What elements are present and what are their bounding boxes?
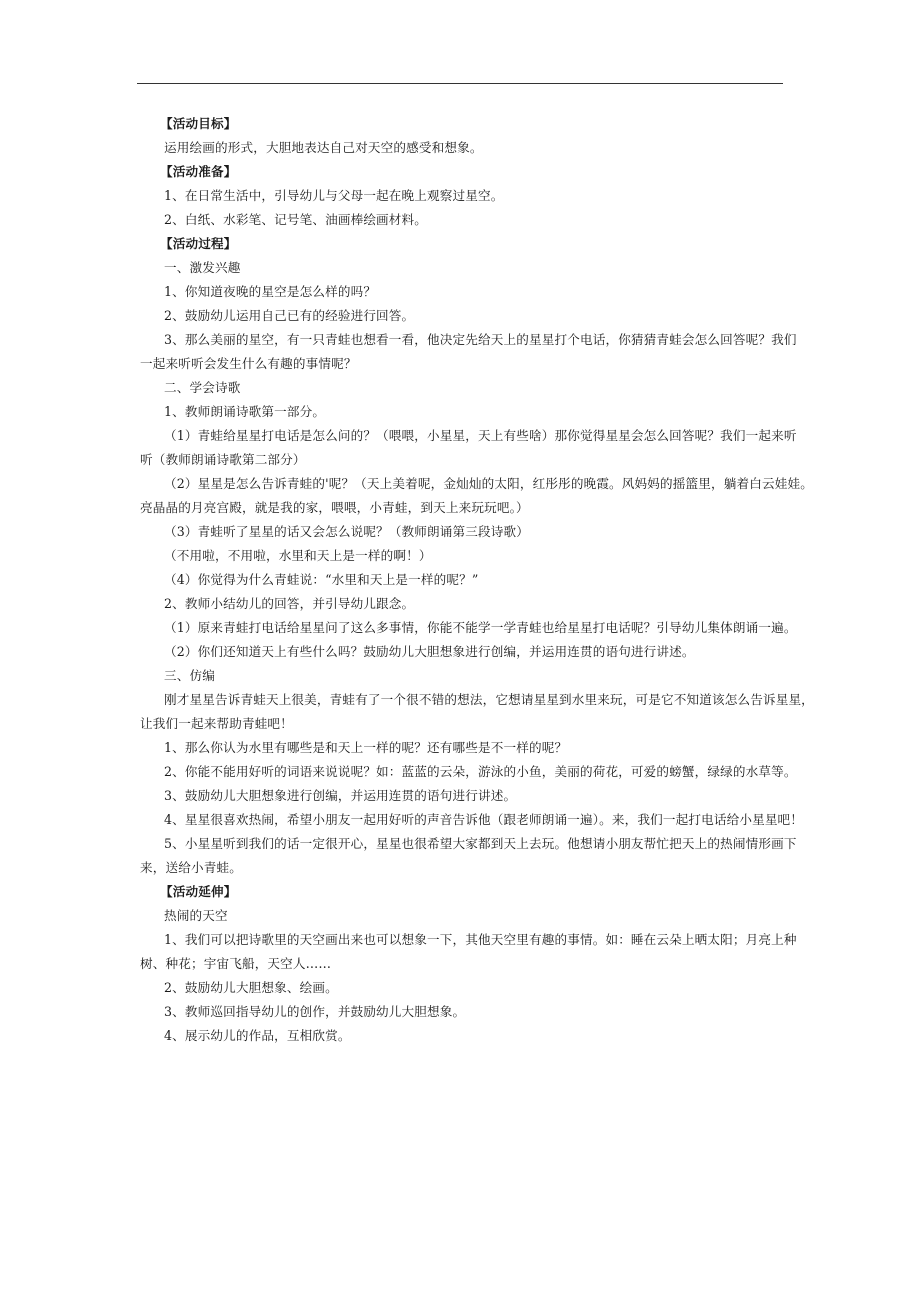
paragraph-line: 3、教师巡回指导幼儿的创作，并鼓励幼儿大胆想象。 [164, 1004, 466, 1019]
subheading-line: 二、学会诗歌 [164, 380, 241, 395]
paragraph-line: 1、你知道夜晚的星空是怎么样的吗？ [164, 284, 377, 299]
paragraph-line: 3、鼓励幼儿大胆想象进行创编，并运用连贯的语句进行讲述。 [164, 788, 517, 803]
paragraph-line: 1、我们可以把诗歌里的天空画出来也可以想象一下，其他天空里有趣的事情。如：睡在云朵上晒太阳；月亮上种 [164, 932, 797, 947]
paragraph-line: 1、教师朗诵诗歌第一部分。 [164, 404, 326, 419]
paragraph-line: 2、你能不能用好听的词语来说说呢？如：蓝蓝的云朵，游泳的小鱼，美丽的荷花，可爱的螃蟹，绿绿的水草等。 [164, 764, 797, 779]
paragraph-line: 5、小星星听到我们的话一定很开心，星星也很希望大家都到天上去玩。他想请小朋友帮忙把天上的热闹情形画下 [164, 836, 797, 851]
paragraph-line: 听（教师朗诵诗歌第二部分） [140, 452, 306, 467]
paragraph-line: 1、在日常生活中，引导幼儿与父母一起在晚上观察过星空。 [164, 188, 504, 203]
paragraph-line: 树、种花；宇宙飞船，天空人…… [140, 956, 332, 971]
paragraph-line: 2、鼓励幼儿运用自己已有的经验进行回答。 [164, 308, 415, 323]
paragraph-line: 1、那么你认为水里有哪些是和天上一样的呢？还有哪些是不一样的呢？ [164, 740, 568, 755]
paragraph-line: （2）星星是怎么告诉青蛙的'呢？（天上美着呢，金灿灿的太阳，红彤彤的晚霞。风妈妈的摇篮里，躺着白云娃娃。 [164, 476, 813, 491]
paragraph-line: （1）青蛙给星星打电话是怎么问的？（喂喂，小星星，天上有些啥）那你觉得星星会怎么回答呢？我们一起来听 [164, 428, 797, 443]
section-heading-preparation: 【活动准备】 [160, 164, 237, 179]
paragraph-line: 4、星星很喜欢热闹，希望小朋友一起用好听的声音告诉他（跟老师朗诵一遍）。来，我们一起打电话给小星星吧！ [164, 812, 804, 827]
paragraph-line: 一起来听听会发生什么有趣的事情呢？ [140, 356, 357, 371]
paragraph-line: 2、教师小结幼儿的回答，并引导幼儿跟念。 [164, 596, 415, 611]
section-heading-goal: 【活动目标】 [160, 116, 237, 131]
paragraph-line: 来，送给小青蛙。 [140, 860, 242, 875]
subheading-line: 一、激发兴趣 [164, 260, 241, 275]
paragraph-line: （2）你们还知道天上有些什么吗？鼓励幼儿大胆想象进行创编，并运用连贯的语句进行讲述。 [164, 644, 695, 659]
header-rule [137, 83, 783, 84]
paragraph-line: 刚才星星告诉青蛙天上很美，青蛙有了一个很不错的想法，它想请星星到水里来玩，可是它不知道该怎么告诉星星， [164, 692, 814, 707]
paragraph-line: 让我们一起来帮助青蛙吧！ [140, 716, 293, 731]
section-heading-extension: 【活动延伸】 [160, 884, 237, 899]
subheading-line: 三、仿编 [164, 668, 215, 683]
section-heading-process: 【活动过程】 [160, 236, 237, 251]
paragraph-line: （3）青蛙听了星星的话又会怎么说呢？（教师朗诵第三段诗歌） [164, 524, 529, 539]
paragraph-line: （1）原来青蛙打电话给星星问了这么多事情，你能不能学一学青蛙也给星星打电话呢？引导幼儿集体朗诵一遍。 [164, 620, 797, 635]
paragraph-line: 运用绘画的形式，大胆地表达自己对天空的感受和想象。 [164, 140, 483, 155]
paragraph-line: （4）你觉得为什么青蛙说：“水里和天上是一样的呢？” [164, 572, 479, 587]
paragraph-line: （不用啦，不用啦，水里和天上是一样的啊！） [164, 548, 432, 563]
paragraph-line: 2、白纸、水彩笔、记号笔、油画棒绘画材料。 [164, 212, 428, 227]
subheading-line: 热闹的天空 [164, 908, 228, 923]
paragraph-line: 3、那么美丽的星空，有一只青蛙也想看一看，他决定先给天上的星星打个电话，你猜猜青蛙会怎么回答呢？我们 [164, 332, 797, 347]
paragraph-line: 4、展示幼儿的作品，互相欣赏。 [164, 1028, 351, 1043]
paragraph-line: 亮晶晶的月亮宫殿，就是我的家，喂喂，小青蛙，到天上来玩玩吧。） [140, 500, 529, 515]
paragraph-line: 2、鼓励幼儿大胆想象、绘画。 [164, 980, 338, 995]
